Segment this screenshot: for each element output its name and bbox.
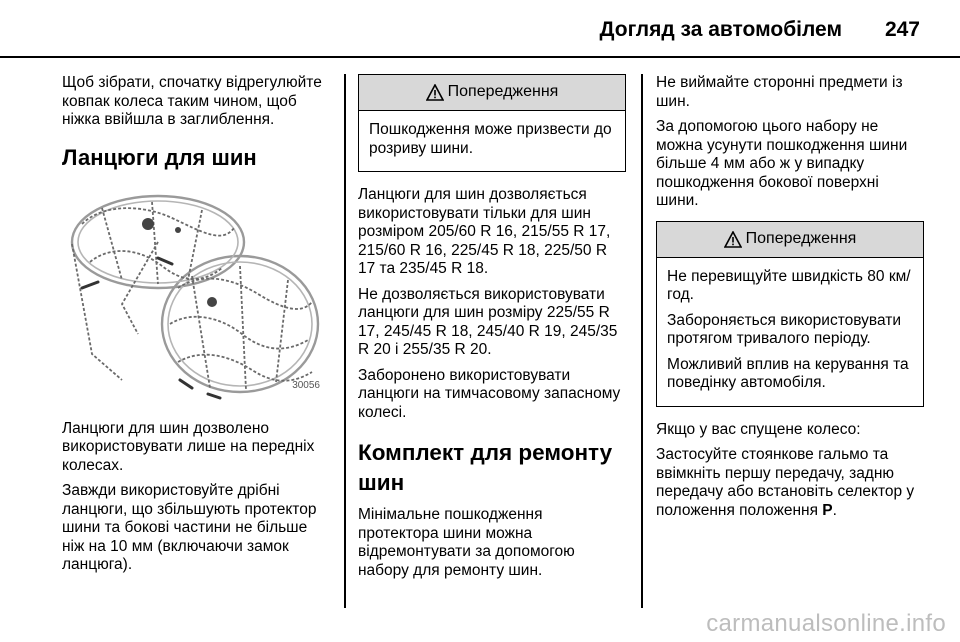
warning-header <box>359 75 625 111</box>
warning-text: Пошкодження може призвести до розриву шини. <box>369 121 612 157</box>
tire-chains-illustration <box>62 184 326 402</box>
speed-limit-text: Не перевищуйте швидкість 80 км/год. <box>667 267 911 303</box>
flat-tire-text: Якщо у вас спущене колесо: <box>656 420 861 438</box>
figure-id: 30056 <box>292 380 320 391</box>
watermark: carmanualsonline.info <box>706 610 946 637</box>
gear-position-p: P <box>822 501 833 519</box>
warning-box <box>358 74 626 172</box>
warning-title: Попередження <box>745 229 857 247</box>
kit-limits-text: За допомогою цього набору не можна усунути пошкодження шини більше 4 мм або ж у випадку пошкодження бокової поверхні шини. <box>656 118 908 209</box>
parking-brake-text <box>656 446 924 520</box>
tire-chains-heading: Ланцюги для шин <box>62 144 257 170</box>
column-3 <box>656 74 924 527</box>
column-1 <box>62 74 330 582</box>
foreign-objects-text: Не виймайте сторонні предмети із шин. <box>656 74 903 110</box>
parking-brake-text-end: . <box>832 501 837 519</box>
long-use-text: Забороняється використовувати протягом тривалого періоду. <box>667 311 901 347</box>
warning-body <box>359 111 625 171</box>
forbidden-tire-sizes-text: Не дозволяється використовувати ланцюги для шин розміру 225/55 R 17, 245/45 R 18, 245/40 R 19, 245/35 R 20 і 255/35 R 20. <box>358 285 618 358</box>
warning-triangle-icon <box>426 84 444 101</box>
tire-chains-drawing <box>62 184 326 402</box>
chains-front-wheels-text: Ланцюги для шин дозволено використовувати лише на передніх колесах. <box>62 419 315 474</box>
allowed-tire-sizes-text: Ланцюги для шин дозволяється використовувати тільки для шин розміром 205/60 R 16, 215/55 R 17, 215/60 R 16, 225/45 R 18, 225/50 R 17 та 235/45 R 18. <box>358 186 611 277</box>
warning-body <box>657 258 923 406</box>
handling-impact-text: Можливий вплив на керування та поведінку автомобіля. <box>667 355 909 391</box>
chains-fine-mesh-text: Завжди використовуйте дрібні ланцюги, що збільшують протектор шини та бокові частини не більше ніж на 10 мм (включаючи замок ланцюга). <box>62 482 317 573</box>
page-number: 247 <box>884 18 920 41</box>
repair-kit-heading: Комплект для ремонту шин <box>358 440 613 495</box>
intro-paragraph: Щоб зібрати, спочатку відрегулюйте ковпак колеса таким чином, щоб ніжка ввійшла в заглиблення. <box>62 74 322 128</box>
repair-kit-intro-text: Мінімальне пошкодження протектора шини можна відремонтувати за допомогою набору для ремонту шин. <box>358 506 575 579</box>
warning-title: Попередження <box>447 83 559 101</box>
warning-triangle-icon <box>724 231 742 248</box>
warning-header <box>657 222 923 258</box>
spare-wheel-text: Заборонено використовувати ланцюги на тимчасовому запасному колесі. <box>358 366 621 421</box>
column-divider-left <box>344 74 346 608</box>
header-divider <box>0 56 960 58</box>
page-title: Догляд за автомобілем <box>599 18 842 41</box>
page-header <box>0 0 960 58</box>
column-2 <box>358 74 626 587</box>
warning-box <box>656 221 924 407</box>
parking-brake-text-main: Застосуйте стоянкове гальмо та ввімкніть першу передачу, задню передачу або встановіть селектор у положення положення <box>656 446 915 519</box>
column-divider-right <box>641 74 643 608</box>
